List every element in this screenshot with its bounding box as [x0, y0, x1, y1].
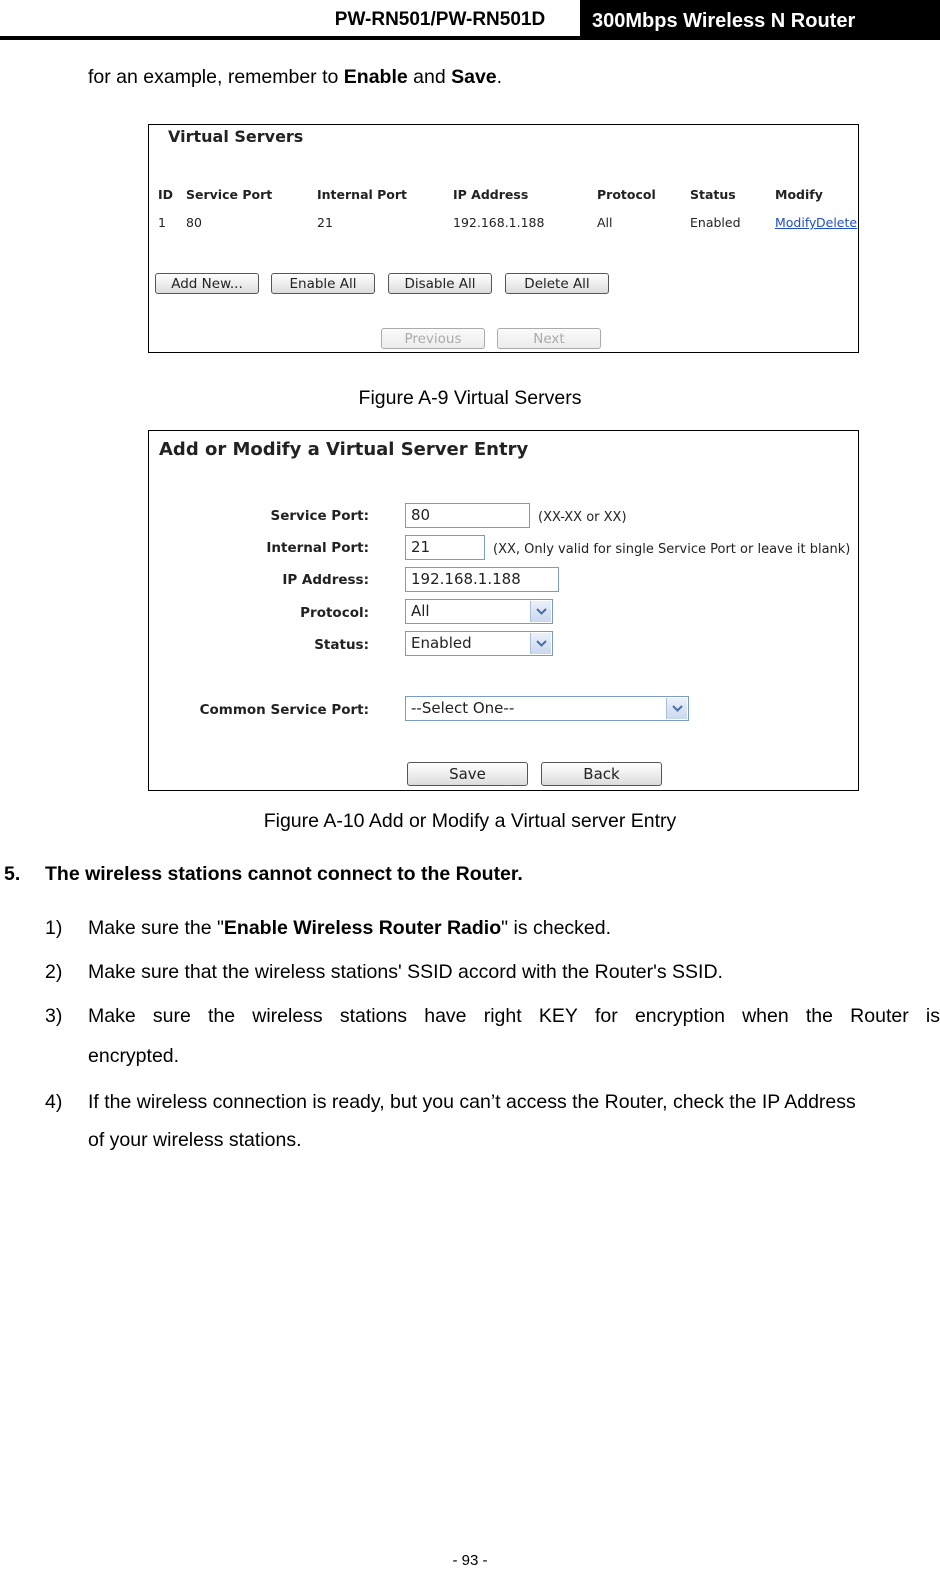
item-1-suffix: " is checked.	[501, 917, 612, 939]
word: Router	[850, 1005, 909, 1027]
intro-bold-save: Save	[451, 66, 497, 88]
item-text-3-line2: encrypted.	[88, 1045, 180, 1067]
service-port-hint: (XX-XX or XX)	[538, 510, 627, 525]
internal-port-hint: (XX, Only valid for single Service Port or leave it blank)	[493, 542, 851, 557]
cell-ip-address: 192.168.1.188	[453, 215, 545, 230]
word: right	[483, 1005, 522, 1027]
intro-text-mid: and	[407, 66, 452, 88]
intro-bold-enable: Enable	[343, 66, 408, 88]
word: stations	[339, 1005, 408, 1027]
previous-button[interactable]: Previous	[381, 328, 485, 349]
item-number-3: 3)	[45, 1005, 63, 1027]
virtual-servers-title: Virtual Servers	[168, 127, 304, 146]
add-modify-figure	[148, 430, 859, 791]
add-modify-title: Add or Modify a Virtual Server Entry	[159, 439, 529, 460]
ip-address-label: IP Address:	[282, 572, 369, 588]
col-header-ip-address: IP Address	[453, 187, 529, 202]
chevron-down-icon[interactable]	[666, 698, 687, 719]
col-header-modify: Modify	[775, 187, 823, 202]
enable-all-button[interactable]: Enable All	[271, 273, 375, 294]
header-model: PW-RN501/PW-RN501D	[334, 9, 546, 30]
word: sure	[152, 1005, 191, 1027]
internal-port-input[interactable]: 21	[405, 535, 485, 560]
item-text-4-line2: of your wireless stations.	[88, 1129, 302, 1151]
protocol-value: All	[411, 602, 430, 620]
add-new-button[interactable]: Add New...	[155, 273, 259, 294]
delete-link[interactable]: Delete	[816, 215, 858, 230]
col-header-service-port: Service Port	[186, 187, 273, 202]
col-header-protocol: Protocol	[597, 187, 656, 202]
word: KEY	[538, 1005, 578, 1027]
item-number-4: 4)	[45, 1091, 63, 1113]
cell-protocol: All	[597, 215, 613, 230]
page-number: - 93 -	[452, 1552, 488, 1569]
page-header	[0, 0, 940, 40]
cell-service-port: 80	[186, 215, 202, 230]
header-product: 300Mbps Wireless N Router	[580, 0, 940, 38]
cell-id: 1	[158, 215, 166, 230]
intro-text-end: .	[496, 66, 503, 88]
protocol-select[interactable]	[405, 599, 553, 624]
common-service-port-label: Common Service Port:	[199, 702, 369, 718]
common-service-port-select[interactable]	[405, 696, 689, 721]
word: is	[925, 1005, 940, 1027]
ip-address-input[interactable]: 192.168.1.188	[405, 567, 559, 592]
col-header-internal-port: Internal Port	[317, 187, 408, 202]
col-header-status: Status	[690, 187, 736, 202]
service-port-input[interactable]: 80	[405, 503, 530, 528]
status-value: Enabled	[411, 634, 472, 652]
service-port-label: Service Port:	[270, 508, 369, 524]
word: encryption	[634, 1005, 725, 1027]
intro-paragraph	[88, 66, 502, 89]
col-header-id: ID	[158, 187, 174, 202]
word: when	[742, 1005, 789, 1027]
section-title: The wireless stations cannot connect to the Router.	[45, 863, 523, 885]
modify-link[interactable]: Modify	[775, 215, 817, 230]
item-number-2: 2)	[45, 961, 63, 983]
figure-caption-a9: Figure A-9 Virtual Servers	[358, 387, 582, 409]
cell-internal-port: 21	[317, 215, 333, 230]
item-1-prefix: Make sure the "	[88, 917, 224, 939]
save-button[interactable]: Save	[407, 762, 528, 786]
item-number-1: 1)	[45, 917, 63, 939]
word: the	[207, 1005, 236, 1027]
protocol-label: Protocol:	[300, 605, 369, 621]
section-number: 5.	[4, 863, 21, 885]
status-select[interactable]	[405, 631, 553, 656]
virtual-servers-figure	[148, 124, 859, 353]
delete-all-button[interactable]: Delete All	[505, 273, 609, 294]
header-rule	[0, 36, 940, 40]
item-text-4-line1: If the wireless connection is ready, but you can’t access the Router, check the IP Address	[88, 1091, 856, 1113]
common-service-port-value: --Select One--	[411, 699, 515, 717]
cell-status: Enabled	[690, 215, 741, 230]
status-label: Status:	[314, 637, 369, 653]
word: wireless	[252, 1005, 323, 1027]
next-button[interactable]: Next	[497, 328, 601, 349]
back-button[interactable]: Back	[541, 762, 662, 786]
item-1-bold: Enable Wireless Router Radio	[223, 917, 502, 939]
item-text-3-line1	[88, 1005, 940, 1028]
figure-caption-a10: Figure A-10 Add or Modify a Virtual server Entry	[263, 810, 677, 832]
chevron-down-icon[interactable]	[530, 633, 551, 654]
word: the	[805, 1005, 833, 1027]
chevron-down-icon[interactable]	[530, 601, 551, 622]
disable-all-button[interactable]: Disable All	[388, 273, 492, 294]
item-text-1	[88, 917, 611, 940]
intro-text: for an example, remember to	[88, 66, 344, 88]
word: have	[424, 1005, 467, 1027]
internal-port-label: Internal Port:	[266, 540, 369, 556]
word: for	[595, 1005, 618, 1027]
item-text-2: Make sure that the wireless stations' SSID accord with the Router's SSID.	[88, 961, 723, 983]
word: Make	[88, 1005, 136, 1027]
